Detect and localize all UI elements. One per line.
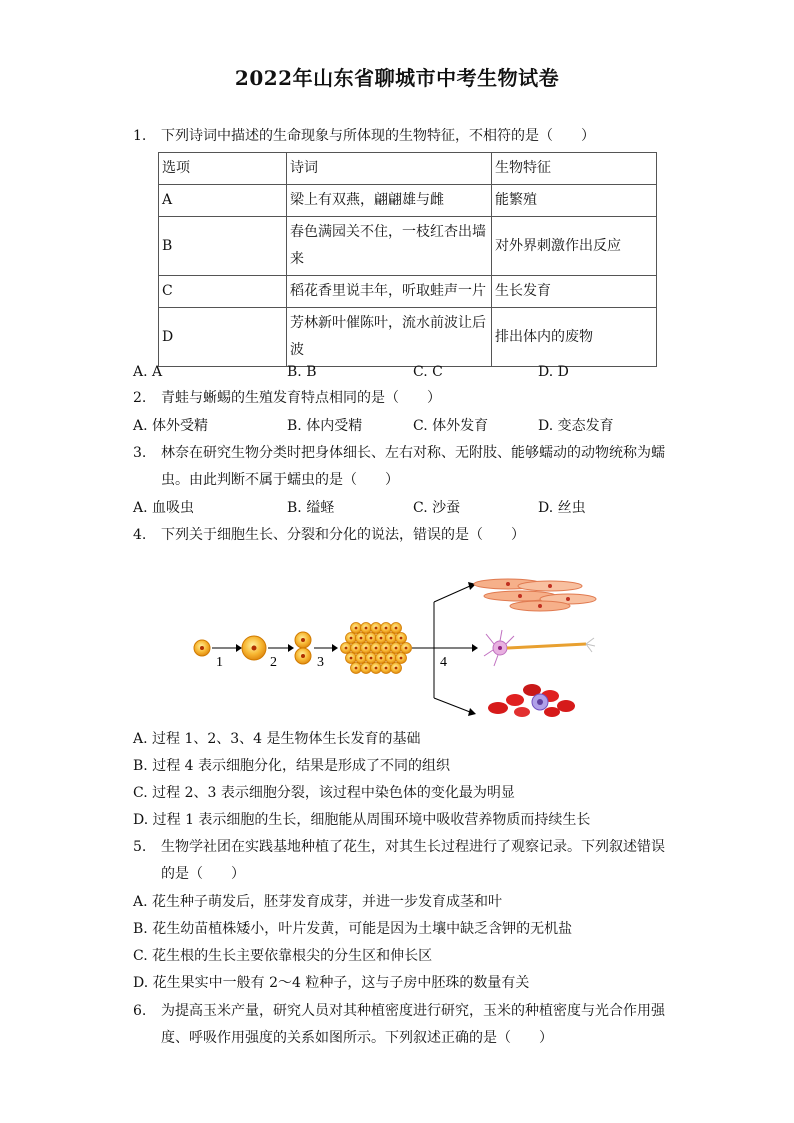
- cluster-cell-nucleus: [370, 637, 373, 640]
- q1-option-a: A. A: [133, 364, 163, 380]
- table-cell-feature: 生长发育: [492, 276, 657, 308]
- cluster-cell-nucleus: [405, 647, 408, 650]
- figure-label-3: 3: [317, 655, 324, 670]
- table-cell-poem: 春色满园关不住，一枝红杏出墙来: [287, 217, 492, 276]
- dividing-cells-icon: [295, 632, 311, 664]
- table-cell-poem: 稻花香里说丰年，听取蛙声一片: [287, 276, 492, 308]
- cell-cluster-icon: [341, 623, 412, 674]
- arrow-2-icon: [268, 644, 294, 652]
- cluster-cell-nucleus: [390, 657, 393, 660]
- figure-label-4: 4: [440, 655, 447, 670]
- q3-option-a: A. 血吸虫: [133, 500, 195, 516]
- table-header: 诗词: [287, 153, 492, 185]
- arrow-1-icon: [212, 644, 242, 652]
- cluster-cell-nucleus: [365, 627, 368, 630]
- q1-option-d: D. D: [538, 364, 569, 380]
- neuron-icon: [484, 630, 595, 666]
- question-5-line-2: 的是（ ）: [161, 866, 245, 882]
- question-text: 为提高玉米产量，研究人员对其种植密度进行研究，玉米的种植密度与光合作用强: [161, 1003, 665, 1019]
- question-number: 6.: [133, 1003, 147, 1019]
- question-number: 5.: [133, 839, 147, 855]
- cluster-cell-nucleus: [375, 667, 378, 670]
- table-cell-option: C: [159, 276, 287, 308]
- table-cell-poem: 梁上有双燕，翩翩雄与雌: [287, 185, 492, 217]
- table-cell-option: A: [159, 185, 287, 217]
- q5-option-c: C. 花生根的生长主要依靠根尖的分生区和伸长区: [133, 948, 433, 964]
- table-cell-poem: 芳林新叶催陈叶，流水前波让后波: [287, 308, 492, 367]
- figure-label-1: 1: [216, 655, 223, 670]
- table-cell-option: B: [159, 217, 287, 276]
- q5-option-a: A. 花生种子萌发后，胚芽发育成芽，并进一步发育成茎和叶: [133, 894, 503, 910]
- cluster-cell-nucleus: [360, 657, 363, 660]
- cluster-cell-nucleus: [365, 647, 368, 650]
- question-text: 青蛙与蜥蜴的生殖发育特点相同的是（ ）: [161, 390, 441, 406]
- question-6-line-2: 度、呼吸作用强度的关系如图所示。下列叙述正确的是（ ）: [161, 1030, 553, 1046]
- q4-option-d: D. 过程 1 表示细胞的生长，细胞能从周围环境中吸收营养物质而持续生长: [133, 812, 591, 828]
- cluster-cell-nucleus: [375, 647, 378, 650]
- q1-option-b: B. B: [287, 364, 317, 380]
- cluster-cell-nucleus: [355, 667, 358, 670]
- question-text: 林奈在研究生物分类时把身体细长、左右对称、无附肢、能够蠕动的动物统称为蠕: [161, 445, 665, 461]
- grown-cell-icon: [242, 636, 266, 660]
- q5-option-b: B. 花生幼苗植株矮小，叶片发黄，可能是因为土壤中缺乏含钾的无机盐: [133, 921, 573, 937]
- question-text: 下列关于细胞生长、分裂和分化的说法，错误的是（ ）: [161, 527, 525, 543]
- q2-option-a: A. 体外受精: [133, 418, 209, 434]
- cluster-cell-nucleus: [400, 657, 403, 660]
- cluster-cell-nucleus: [385, 667, 388, 670]
- q3-option-c: C. 沙蚕: [413, 500, 461, 516]
- cluster-cell-nucleus: [385, 627, 388, 630]
- table-row: [159, 217, 657, 276]
- q3-option-d: D. 丝虫: [538, 500, 586, 516]
- cluster-cell-nucleus: [390, 637, 393, 640]
- table-cell-feature: 排出体内的废物: [492, 308, 657, 367]
- table-row: [159, 276, 657, 308]
- cluster-cell-nucleus: [395, 667, 398, 670]
- cluster-cell-nucleus: [380, 637, 383, 640]
- muscle-tissue-icon: [474, 579, 596, 611]
- small-cell-icon: [194, 640, 210, 656]
- cluster-cell-nucleus: [400, 637, 403, 640]
- q2-option-b: B. 体内受精: [287, 418, 363, 434]
- question-text: 下列诗词中描述的生命现象与所体现的生物特征，不相符的是（ ）: [161, 128, 595, 144]
- cluster-cell-nucleus: [385, 647, 388, 650]
- cluster-cell-nucleus: [365, 667, 368, 670]
- question-number: 2.: [133, 390, 147, 406]
- question-number: 3.: [133, 445, 147, 461]
- table-header: 选项: [159, 153, 287, 185]
- cluster-cell-nucleus: [355, 627, 358, 630]
- question-text: 生物学社团在实践基地种植了花生，对其生长过程进行了观察记录。下列叙述错误: [161, 839, 665, 855]
- cluster-cell-nucleus: [395, 647, 398, 650]
- cluster-cell-nucleus: [375, 627, 378, 630]
- table-header: 生物特征: [492, 153, 657, 185]
- question-number: 4.: [133, 527, 147, 543]
- q2-option-c: C. 体外发育: [413, 418, 489, 434]
- table-cell-feature: 能繁殖: [492, 185, 657, 217]
- cluster-cell-nucleus: [370, 657, 373, 660]
- q4-option-b: B. 过程 4 表示细胞分化，结果是形成了不同的组织: [133, 758, 450, 774]
- cluster-cell-nucleus: [360, 637, 363, 640]
- arrow-3-icon: [314, 644, 338, 652]
- q4-option-a: A. 过程 1、2、3、4 是生物体生长发育的基础: [133, 731, 421, 747]
- q5-option-d: D. 花生果实中一般有 2～4 粒种子，这与子房中胚珠的数量有关: [133, 975, 530, 991]
- table-cell-option: D: [159, 308, 287, 367]
- q4-option-c: C. 过程 2、3 表示细胞分裂，该过程中染色体的变化最为明显: [133, 785, 515, 801]
- table-cell-feature: 对外界刺激作出反应: [492, 217, 657, 276]
- table-row: [159, 308, 657, 367]
- blood-cells-icon: [488, 684, 575, 717]
- cluster-cell-nucleus: [350, 637, 353, 640]
- q1-option-c: C. C: [413, 364, 443, 380]
- question-3-line-2: 虫。由此判断不属于蠕虫的是（ ）: [161, 472, 399, 488]
- cluster-cell-nucleus: [345, 647, 348, 650]
- table-row: [159, 185, 657, 217]
- cluster-cell-nucleus: [380, 657, 383, 660]
- table-header-row: [159, 153, 657, 185]
- branch-arrows-icon: [412, 582, 478, 716]
- q1-table: [158, 152, 657, 367]
- cell-development-figure: [190, 572, 610, 724]
- cluster-cell-nucleus: [395, 627, 398, 630]
- q3-option-b: B. 缢蛏: [287, 500, 335, 516]
- cluster-cell-nucleus: [350, 657, 353, 660]
- exam-title: 2022年山东省聊城市中考生物试卷: [234, 66, 560, 90]
- question-number: 1.: [133, 128, 147, 144]
- figure-label-2: 2: [270, 655, 277, 670]
- q2-option-d: D. 变态发育: [538, 418, 614, 434]
- cluster-cell-nucleus: [355, 647, 358, 650]
